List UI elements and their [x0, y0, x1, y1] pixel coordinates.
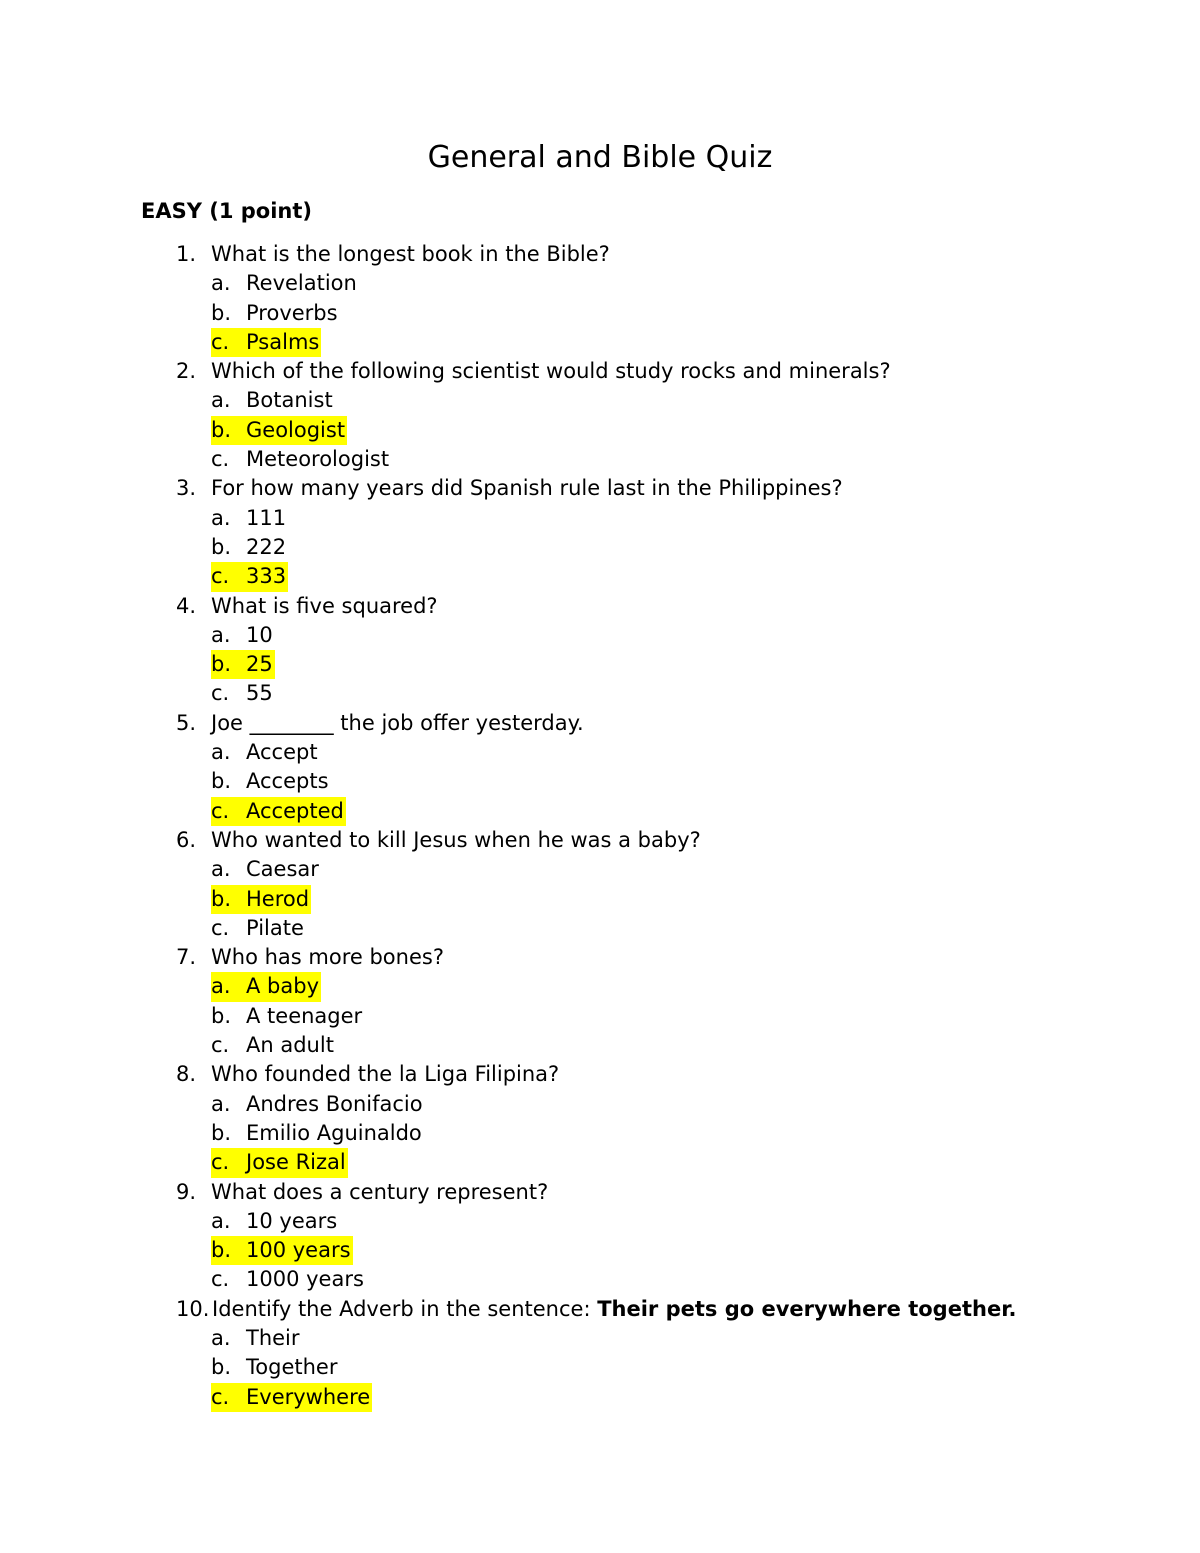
option-letter: c.	[211, 915, 230, 940]
answer-option-row	[0, 416, 1200, 445]
answer-option-row	[0, 738, 1200, 767]
answer-option	[211, 1207, 339, 1236]
question-number: 6.	[176, 827, 197, 852]
question-text	[211, 240, 610, 269]
answer-option	[211, 1002, 364, 1031]
option-letter: c.	[211, 681, 230, 706]
answer-option	[211, 386, 335, 415]
quiz-list	[0, 240, 1200, 1412]
question-number: 8.	[176, 1062, 197, 1087]
answer-option	[211, 1324, 302, 1353]
question-number: 4.	[176, 593, 197, 618]
option-letter: c.	[211, 329, 230, 354]
answer-option-correct	[211, 1236, 353, 1265]
option-text: Geologist	[246, 417, 346, 442]
option-text: 10	[246, 622, 273, 647]
answer-option-row	[0, 1236, 1200, 1265]
option-text: Jose Rizal	[246, 1150, 346, 1175]
answer-option	[211, 299, 340, 328]
question-text	[211, 1060, 559, 1089]
answer-option-row	[0, 1383, 1200, 1412]
answer-option	[211, 914, 306, 943]
question-text	[211, 943, 444, 972]
answer-option-row	[0, 533, 1200, 562]
answer-option	[211, 1265, 366, 1294]
option-text: Their	[246, 1325, 300, 1350]
answer-option-row	[0, 972, 1200, 1001]
option-letter: a.	[211, 1325, 231, 1350]
option-letter: b.	[211, 886, 232, 911]
answer-option-row	[0, 1353, 1200, 1382]
option-letter: a.	[211, 857, 231, 882]
question-7	[0, 943, 1200, 972]
answer-option-row	[0, 914, 1200, 943]
answer-option	[211, 1353, 339, 1382]
answer-option	[211, 1090, 425, 1119]
answer-option-correct	[211, 562, 288, 591]
option-letter: c.	[211, 447, 230, 472]
answer-option-row	[0, 1265, 1200, 1294]
question-text	[211, 826, 701, 855]
question-number: 5.	[176, 710, 197, 735]
option-text: Together	[246, 1355, 338, 1380]
question-1	[0, 240, 1200, 269]
answer-option-row	[0, 1090, 1200, 1119]
answer-option-row	[0, 328, 1200, 357]
option-text: Emilio Aguinaldo	[246, 1120, 422, 1145]
answer-option-row	[0, 650, 1200, 679]
option-letter: c.	[211, 1033, 230, 1058]
option-text: 25	[246, 652, 273, 677]
option-text: Botanist	[246, 388, 333, 413]
question-text	[211, 709, 584, 738]
question-text-plain: Who has more bones?	[211, 945, 444, 970]
answer-option-correct	[211, 328, 321, 357]
option-letter: b.	[211, 1238, 232, 1263]
answer-option-correct	[211, 972, 321, 1001]
option-letter: b.	[211, 652, 232, 677]
option-letter: b.	[211, 417, 232, 442]
answer-option-row	[0, 299, 1200, 328]
option-text: Andres Bonifacio	[246, 1091, 423, 1116]
question-8	[0, 1060, 1200, 1089]
question-number: 2.	[176, 359, 197, 384]
option-text: Accepts	[246, 769, 329, 794]
question-2	[0, 357, 1200, 386]
option-letter: b.	[211, 1355, 232, 1380]
answer-option-row	[0, 1031, 1200, 1060]
option-letter: a.	[211, 740, 231, 765]
answer-option-correct	[211, 416, 347, 445]
answer-option-row	[0, 885, 1200, 914]
option-text: Proverbs	[246, 300, 338, 325]
question-10	[0, 1295, 1200, 1324]
option-text: Revelation	[246, 271, 357, 296]
answer-option-row	[0, 1324, 1200, 1353]
option-text: Caesar	[246, 857, 319, 882]
option-letter: b.	[211, 1003, 232, 1028]
option-text: A baby	[246, 974, 319, 999]
option-text: Accept	[246, 740, 318, 765]
option-text: 10 years	[246, 1208, 338, 1233]
question-4	[0, 592, 1200, 621]
answer-option-row	[0, 679, 1200, 708]
question-text	[211, 592, 438, 621]
question-text-plain: Who founded the la Liga Filipina?	[211, 1062, 560, 1087]
option-text: Psalms	[246, 329, 320, 354]
option-letter: a.	[211, 974, 231, 999]
answer-option	[211, 679, 275, 708]
document-title: General and Bible Quiz	[427, 140, 773, 175]
option-letter: c.	[211, 564, 230, 589]
option-text: Herod	[246, 886, 310, 911]
question-text	[211, 1178, 548, 1207]
answer-option	[211, 621, 275, 650]
question-number: 7.	[176, 945, 197, 970]
answer-option-row	[0, 1119, 1200, 1148]
question-3	[0, 474, 1200, 503]
option-text: 111	[246, 505, 287, 530]
question-number: 9.	[176, 1179, 197, 1204]
answer-option-correct	[211, 885, 311, 914]
answer-option	[211, 504, 288, 533]
answer-option	[211, 1031, 336, 1060]
option-letter: c.	[211, 798, 230, 823]
answer-option-correct	[211, 797, 346, 826]
question-text-plain: Identify the Adverb in the sentence:	[212, 1296, 598, 1321]
option-text: 222	[246, 534, 287, 559]
question-text-bold: Their pets go everywhere together.	[597, 1296, 1017, 1321]
option-text: A teenager	[246, 1003, 363, 1028]
answer-option-row	[0, 767, 1200, 796]
answer-option-row	[0, 1002, 1200, 1031]
option-text: Everywhere	[246, 1384, 371, 1409]
option-letter: a.	[211, 388, 231, 413]
answer-option-row	[0, 797, 1200, 826]
answer-option	[211, 445, 391, 474]
option-letter: b.	[211, 1120, 232, 1145]
question-text-plain: Which of the following scientist would study rocks and minerals?	[211, 359, 891, 384]
answer-option-row	[0, 621, 1200, 650]
option-letter: a.	[211, 505, 231, 530]
question-text-plain: Joe ________ the job offer yesterday.	[211, 710, 584, 735]
answer-option-row	[0, 855, 1200, 884]
option-letter: c.	[211, 1267, 230, 1292]
question-9	[0, 1178, 1200, 1207]
answer-option-correct	[211, 1383, 372, 1412]
question-5	[0, 709, 1200, 738]
option-letter: a.	[211, 1091, 231, 1116]
option-letter: c.	[211, 1384, 230, 1409]
question-text-plain: For how many years did Spanish rule last in the Philippines?	[211, 476, 843, 501]
option-text: An adult	[246, 1033, 334, 1058]
answer-option	[211, 1119, 424, 1148]
option-letter: b.	[211, 300, 232, 325]
question-text	[211, 474, 843, 503]
option-letter: b.	[211, 534, 232, 559]
option-text: 1000 years	[246, 1267, 364, 1292]
question-text-plain: Who wanted to kill Jesus when he was a baby?	[211, 827, 701, 852]
question-text-plain: What does a century represent?	[211, 1179, 549, 1204]
question-text	[211, 357, 891, 386]
answer-option	[211, 855, 321, 884]
question-6	[0, 826, 1200, 855]
question-text-plain: What is five squared?	[211, 593, 438, 618]
option-text: 55	[246, 681, 273, 706]
question-text	[212, 1295, 1017, 1324]
option-letter: a.	[211, 271, 231, 296]
option-letter: a.	[211, 622, 231, 647]
section-heading: EASY (1 point)	[141, 199, 313, 223]
option-text: Pilate	[246, 915, 304, 940]
answer-option-row	[0, 1148, 1200, 1177]
question-number: 1.	[176, 242, 197, 266]
option-text: Meteorologist	[246, 447, 390, 472]
question-text-plain: What is the longest book in the Bible?	[211, 242, 610, 266]
answer-option	[211, 533, 288, 562]
answer-option-correct	[211, 1148, 348, 1177]
option-letter: b.	[211, 769, 232, 794]
answer-option-row	[0, 562, 1200, 591]
answer-option-row	[0, 504, 1200, 533]
answer-option	[211, 269, 359, 298]
answer-option-row	[0, 269, 1200, 298]
option-text: Accepted	[246, 798, 344, 823]
answer-option-row	[0, 1207, 1200, 1236]
option-text: 333	[246, 564, 287, 589]
answer-option	[211, 738, 320, 767]
option-letter: c.	[211, 1150, 230, 1175]
answer-option-correct	[211, 650, 275, 679]
answer-option	[211, 767, 331, 796]
question-number: 3.	[176, 476, 197, 501]
option-letter: a.	[211, 1208, 231, 1233]
answer-option-row	[0, 386, 1200, 415]
answer-option-row	[0, 445, 1200, 474]
option-text: 100 years	[246, 1238, 351, 1263]
question-number: 10.	[176, 1296, 210, 1321]
